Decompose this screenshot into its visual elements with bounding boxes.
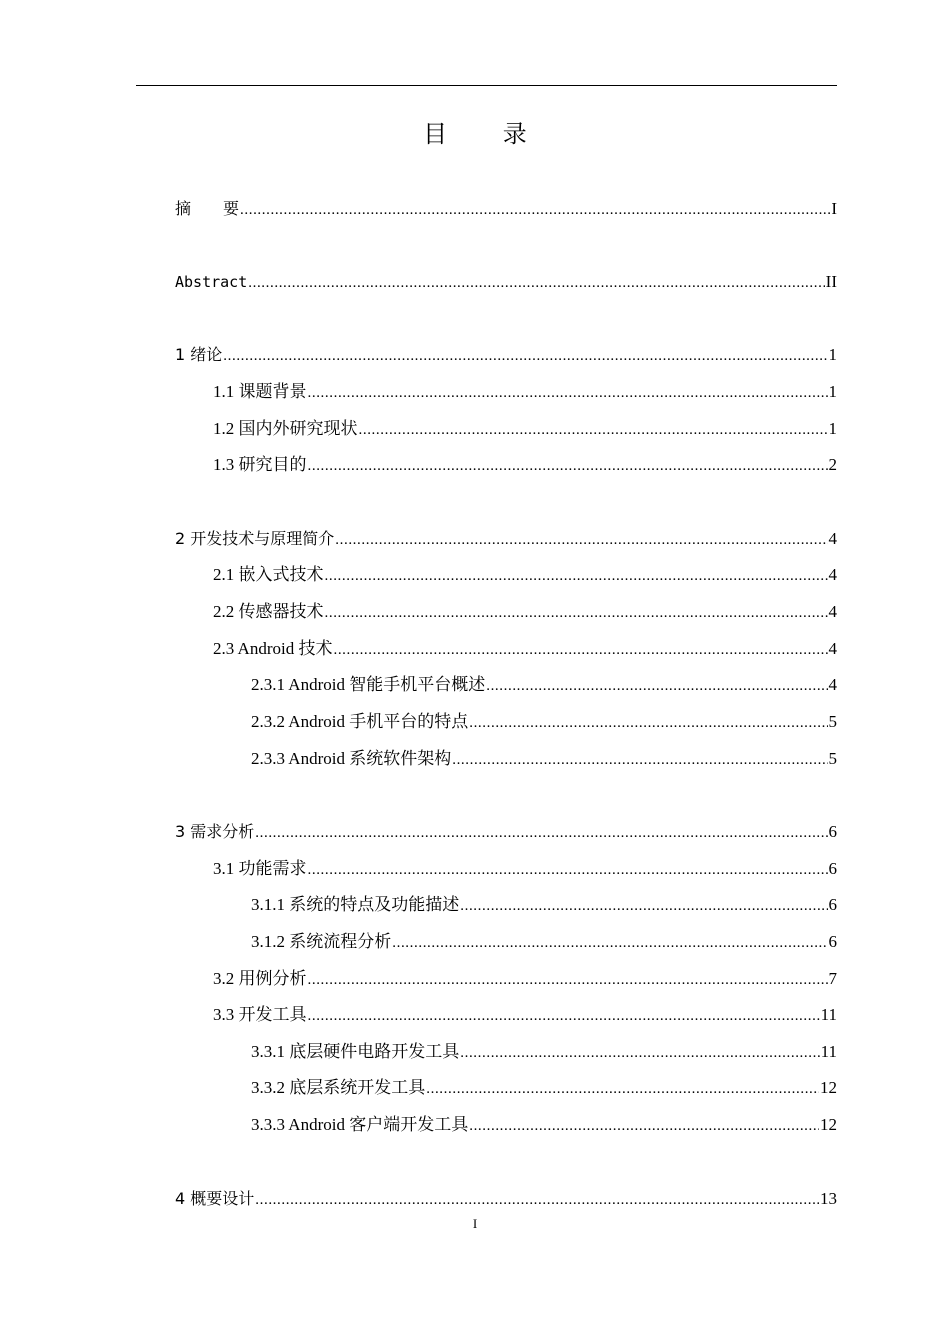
toc-entry-page: 1 — [828, 419, 837, 438]
toc-entry-label: 1 绪论 — [175, 345, 223, 364]
toc-entry-page: 4 — [828, 565, 837, 584]
toc-entry-label: 摘 要 — [175, 199, 240, 218]
toc-entry-label: 3.3.3 Android 客户端开发工具 — [251, 1115, 469, 1134]
toc-entry-page: 12 — [820, 1115, 837, 1134]
toc-entry-label: 4 概要设计 — [175, 1189, 255, 1208]
toc-entry-page: 13 — [820, 1189, 837, 1208]
toc-entry-label: 1.3 研究目的 — [213, 455, 307, 474]
toc-leader-dots — [308, 381, 828, 405]
toc-entry-page: I — [831, 199, 837, 218]
toc-entry-page: 6 — [828, 822, 837, 841]
toc-entry-label: 3.3.2 底层系统开发工具 — [251, 1078, 426, 1097]
toc-entry-1-1[interactable] — [213, 380, 837, 404]
toc-entry-page: 5 — [828, 749, 837, 768]
toc-entry-page: 6 — [828, 859, 837, 878]
toc-leader-dots — [308, 1004, 820, 1028]
toc-entry-chapter-2[interactable] — [175, 527, 837, 551]
toc-leader-dots — [255, 821, 827, 845]
toc-entry-page: 5 — [828, 712, 837, 731]
toc-entry-page: 4 — [828, 639, 837, 658]
toc-leader-dots — [308, 454, 828, 478]
toc-entry-label: 3.2 用例分析 — [213, 969, 307, 988]
toc-leader-dots — [460, 1041, 819, 1065]
toc-leader-dots — [460, 894, 827, 918]
toc-leader-dots — [308, 968, 828, 992]
toc-entry-page: 6 — [828, 932, 837, 951]
toc-entry-3-3-1[interactable] — [251, 1040, 837, 1064]
toc-entry-1-3[interactable] — [213, 453, 837, 477]
toc-entry-3-1-2[interactable] — [251, 930, 837, 954]
toc-entry-1-2[interactable] — [213, 417, 837, 441]
toc-entry-label: 1.1 课题背景 — [213, 382, 307, 401]
toc-entry-label: 3.1.2 系统流程分析 — [251, 932, 392, 951]
toc-entry-page: 12 — [820, 1078, 837, 1097]
toc-entry-label: 3.1 功能需求 — [213, 859, 307, 878]
toc-entry-2-3-2[interactable] — [251, 710, 837, 734]
toc-leader-dots — [255, 1188, 819, 1212]
toc-leader-dots — [426, 1077, 819, 1101]
toc-leader-dots — [359, 418, 828, 442]
toc-leader-dots — [308, 858, 828, 882]
toc-entry-3-3-3[interactable] — [251, 1113, 837, 1137]
toc-entry-2-2[interactable] — [213, 600, 837, 624]
toc-entry-label: 2.3.2 Android 手机平台的特点 — [251, 712, 469, 731]
toc-entry-label: 2.1 嵌入式技术 — [213, 565, 324, 584]
toc-entry-page: 7 — [828, 969, 837, 988]
toc-entry-abstract-en[interactable] — [175, 270, 837, 294]
toc-leader-dots — [335, 528, 827, 552]
toc-leader-dots — [325, 601, 828, 625]
toc-entry-page: 11 — [820, 1042, 837, 1061]
toc-entry-abstract-cn[interactable] — [175, 197, 837, 221]
toc-entry-label: 2.2 传感器技术 — [213, 602, 324, 621]
toc-entry-chapter-4[interactable] — [175, 1187, 837, 1211]
toc-entry-page: 11 — [820, 1005, 837, 1024]
toc-entry-2-3-3[interactable] — [251, 747, 837, 771]
toc-leader-dots — [486, 674, 827, 698]
toc-entry-3-1[interactable] — [213, 857, 837, 881]
toc-entry-2-3[interactable] — [213, 637, 837, 661]
page-title: 目 录 — [423, 120, 551, 148]
toc-entry-label: Abstract — [175, 273, 248, 291]
toc-entry-label: 3.1.1 系统的特点及功能描述 — [251, 895, 460, 914]
toc-leader-dots — [392, 931, 827, 955]
toc-entry-2-1[interactable] — [213, 563, 837, 587]
toc-leader-dots — [248, 271, 824, 295]
toc-leader-dots — [469, 711, 827, 735]
toc-leader-dots — [325, 564, 828, 588]
toc-entry-label: 2.3 Android 技术 — [213, 639, 333, 658]
toc-entry-3-2[interactable] — [213, 967, 837, 991]
toc-leader-dots — [469, 1114, 819, 1138]
toc-entry-3-3-2[interactable] — [251, 1076, 837, 1100]
toc-entry-page: II — [825, 272, 837, 291]
toc-leader-dots — [333, 638, 827, 662]
toc-entry-page: 4 — [828, 529, 837, 548]
footer-page-number: I — [472, 1216, 478, 1231]
toc-entry-page: 1 — [828, 345, 837, 364]
toc-leader-dots — [452, 748, 827, 772]
toc-entry-label: 2 开发技术与原理简介 — [175, 529, 335, 548]
toc-entry-page: 4 — [828, 675, 837, 694]
toc-entry-label: 3 需求分析 — [175, 822, 255, 841]
toc-entry-label: 1.2 国内外研究现状 — [213, 419, 358, 438]
toc-entry-page: 4 — [828, 602, 837, 621]
toc-leader-dots — [240, 198, 830, 222]
toc-entry-page: 1 — [828, 382, 837, 401]
toc-entry-page: 2 — [828, 455, 837, 474]
toc-entry-3-1-1[interactable] — [251, 893, 837, 917]
toc-entry-chapter-3[interactable] — [175, 820, 837, 844]
toc-entry-label: 3.3 开发工具 — [213, 1005, 307, 1024]
toc-entry-page: 6 — [828, 895, 837, 914]
toc-entry-label: 3.3.1 底层硬件电路开发工具 — [251, 1042, 460, 1061]
toc-entry-label: 2.3.3 Android 系统软件架构 — [251, 749, 452, 768]
toc-entry-label: 2.3.1 Android 智能手机平台概述 — [251, 675, 486, 694]
toc-entry-2-3-1[interactable] — [251, 673, 837, 697]
toc-entry-3-3[interactable] — [213, 1003, 837, 1027]
toc-entry-chapter-1[interactable] — [175, 343, 837, 367]
toc-leader-dots — [223, 344, 827, 368]
